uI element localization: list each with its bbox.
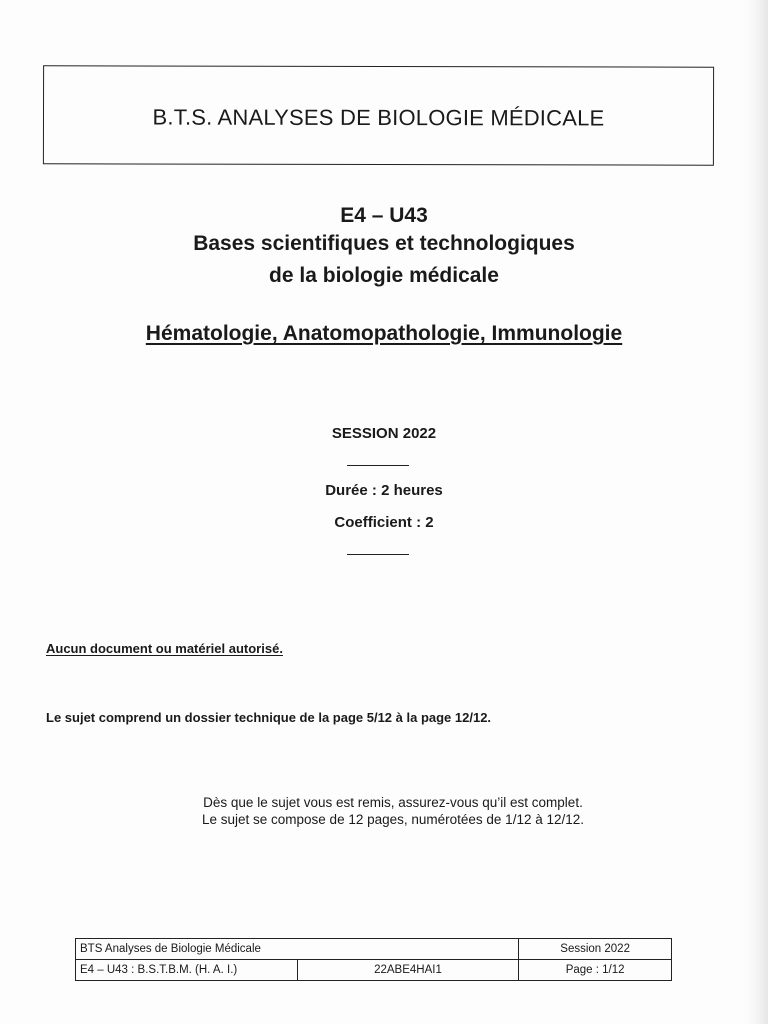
dossier-notice: Le sujet comprend un dossier technique de la page 5/12 à la page 12/12.: [46, 710, 492, 725]
instructions-line1: Dès que le sujet vous est remis, assurez-vous qu’il est complet.: [203, 795, 583, 810]
subject-title-line1: Bases scientifiques et technologiques: [193, 232, 575, 255]
page-edge-shadow: [746, 0, 768, 1024]
coefficient-label: Coefficient : 2: [334, 514, 434, 531]
footer-unit: E4 – U43 : B.S.T.B.M. (H. A. I.): [76, 960, 298, 981]
subject-code: E4 – U43: [340, 204, 428, 227]
no-documents-notice: Aucun document ou matériel autorisé.: [46, 641, 283, 656]
footer-session: Session 2022: [519, 939, 672, 960]
duration-label: Durée : 2 heures: [325, 482, 443, 499]
exam-title: B.T.S. ANALYSES DE BIOLOGIE MÉDICALE: [152, 104, 605, 130]
divider-rule: [347, 465, 409, 466]
footer-reference: 22ABE4HAI1: [297, 960, 519, 981]
divider-rule: [347, 554, 409, 555]
session-label: SESSION 2022: [331, 425, 437, 442]
subject-specialty: Hématologie, Anatomopathologie, Immunologie: [145, 322, 623, 345]
footer-row: [76, 960, 672, 981]
footer-row: [76, 939, 672, 960]
instructions-line2: Le sujet se compose de 12 pages, numérotées de 1/12 à 12/12.: [201, 812, 584, 827]
footer-table: [75, 938, 672, 981]
footer-page-number: Page : 1/12: [519, 960, 672, 981]
instructions-block: [0, 794, 768, 828]
header-box: [43, 65, 714, 165]
subject-title-line2: de la biologie médicale: [269, 264, 499, 287]
footer-exam-name: BTS Analyses de Biologie Médicale: [76, 939, 519, 960]
